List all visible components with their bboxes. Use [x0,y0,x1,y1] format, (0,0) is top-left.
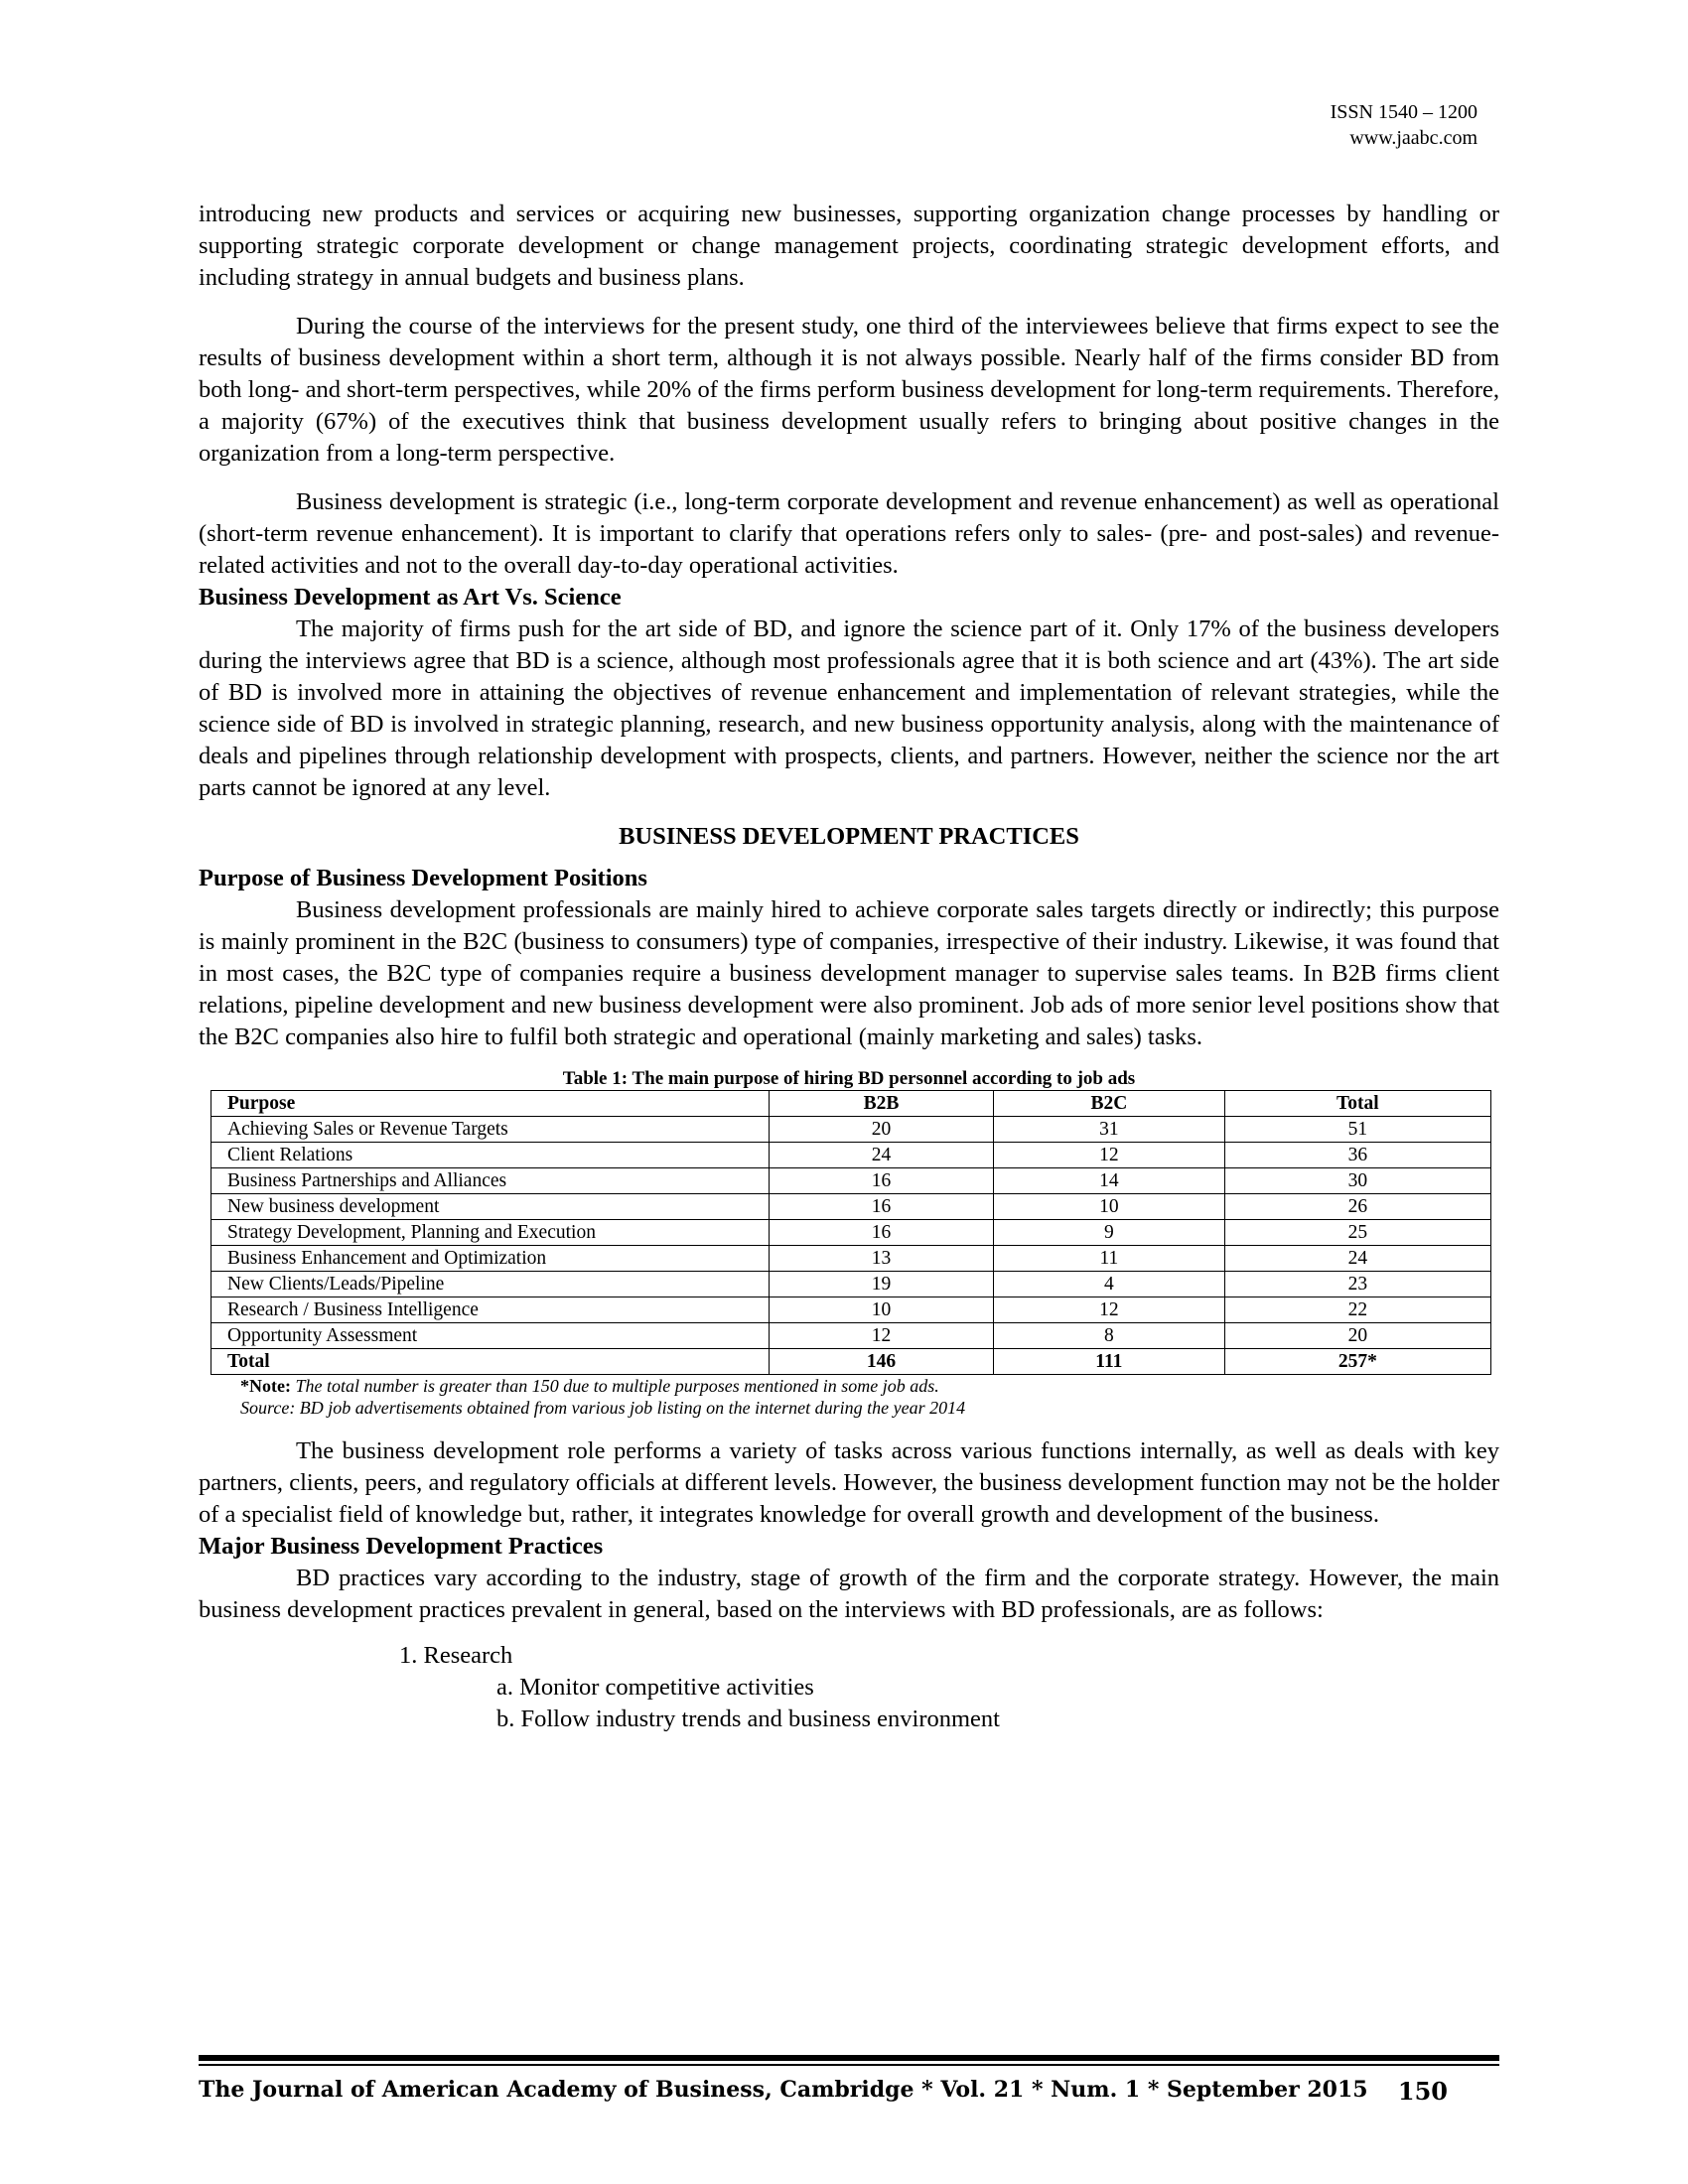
cell-purpose: Client Relations [211,1143,770,1168]
paragraph-continued: introducing new products and services or acquiring new businesses, supporting organization change processes by handling or supporting strategic corporate development or change management projects, coordinating strategic development efforts, and including strategy in annual budgets and business plans. [199,201,1499,291]
header-b2b: B2B [770,1091,994,1117]
cell-b2b: 19 [770,1272,994,1297]
issn-number: ISSN 1540 – 1200 [1330,101,1477,123]
cell-total: 22 [1224,1297,1490,1323]
table-total-row [211,1349,1491,1375]
cell-purpose: New business development [211,1194,770,1220]
table-source: Source: BD job advertisements obtained from various job listing on the internet during the year 2014 [240,1398,966,1418]
cell-total: 26 [1224,1194,1490,1220]
cell-total: 25 [1224,1220,1490,1246]
cell-b2b: 13 [770,1246,994,1272]
header-purpose: Purpose [211,1091,770,1117]
cell-b2c: 31 [994,1117,1225,1143]
list-subitem: a. Monitor competitive activities [496,1674,814,1701]
header-total: Total [1224,1091,1490,1117]
paragraph-purpose: Business development professionals are mainly hired to achieve corporate sales targets directly or indirectly; this purpose is mainly prominent in the B2C (business to consumers) type of companies, irrespective of their industry. Likewise, it was found that in most cases, the B2C type of companies require a business development manager to supervise sales teams. In B2B firms client relations, pipeline development and new business development were also prominent. Job ads of more senior level positions show that the B2C companies also hire to fulfil both strategic and operational (mainly marketing and sales) tasks. [199,896,1499,1050]
cell-total: 23 [1224,1272,1490,1297]
table-row [211,1246,1491,1272]
cell-purpose: Opportunity Assessment [211,1323,770,1349]
cell-b2c: 11 [994,1246,1225,1272]
cell-b2c: 4 [994,1272,1225,1297]
page-footer [199,2077,1499,2106]
cell-total: 36 [1224,1143,1490,1168]
cell-total: 30 [1224,1168,1490,1194]
list-subitem: b. Follow industry trends and business environment [496,1706,1000,1732]
cell-b2b: 16 [770,1220,994,1246]
cell-total: 24 [1224,1246,1490,1272]
table-row [211,1272,1491,1297]
table-row [211,1117,1491,1143]
cell-b2c: 9 [994,1220,1225,1246]
cell-b2c: 8 [994,1323,1225,1349]
cell-b2b: 20 [770,1117,994,1143]
table-row [211,1220,1491,1246]
cell-purpose: New Clients/Leads/Pipeline [211,1272,770,1297]
table-row [211,1143,1491,1168]
footer-rule-thin [199,2064,1499,2066]
cell-b2c: 14 [994,1168,1225,1194]
subheading-purpose: Purpose of Business Development Positions [199,865,647,891]
cell-b2b: 16 [770,1194,994,1220]
paragraph-practices: BD practices vary according to the industry, stage of growth of the firm and the corporate strategy. However, the main business development practices prevalent in general, based on the interviews with BD professionals, are as follows: [199,1565,1499,1623]
total-b2b: 146 [770,1349,994,1375]
table-row [211,1323,1491,1349]
subheading-art-science: Business Development as Art Vs. Science [199,584,622,611]
page-header [1331,99,1477,151]
cell-purpose: Research / Business Intelligence [211,1297,770,1323]
table-caption: Table 1: The main purpose of hiring BD personnel according to job ads [562,1068,1136,1089]
note-text: The total number is greater than 150 due to multiple purposes mentioned in some job ads. [295,1376,939,1396]
cell-total: 51 [1224,1117,1490,1143]
total-all: 257* [1224,1349,1490,1375]
section-heading: BUSINESS DEVELOPMENT PRACTICES [619,823,1079,850]
paragraph-art-science: The majority of firms push for the art side of BD, and ignore the science part of it. Only 17% of the business developers during the interviews agree that BD is a science, although most professionals agree that it is both science and art (43%). The art side of BD is involved more in attaining the objectives of revenue enhancement and implementation of relevant strategies, while the science side of BD is involved in strategic planning, research, and new business opportunity analysis, along with the maintenance of deals and pipelines through relationship development with prospects, clients, and partners. However, neither the science nor the art parts cannot be ignored at any level. [199,615,1499,801]
list-item: 1. Research [399,1642,513,1669]
note-label: *Note: [240,1376,291,1396]
cell-b2b: 12 [770,1323,994,1349]
cell-total: 20 [1224,1323,1490,1349]
page-number: 150 [1397,2077,1448,2106]
paragraph-interviews: During the course of the interviews for the present study, one third of the interviewees believe that firms expect to see the results of business development within a short term, although it is not always possible. Nearly half of the firms consider BD from both long- and short-term perspectives, while 20% of the firms perform business development for long-term requirements. Therefore, a majority (67%) of the executives think that business development usually refers to bringing about positive changes in the organization from a long-term perspective. [199,313,1499,467]
paragraph-role: The business development role performs a variety of tasks across various functions internally, as well as deals with key partners, clients, peers, and regulatory officials at different levels. However, the business development function may not be the holder of a specialist field of knowledge but, rather, it integrates knowledge for overall growth and development of the business. [199,1437,1499,1528]
table-header-row [211,1091,1491,1117]
cell-b2c: 10 [994,1194,1225,1220]
table-row [211,1194,1491,1220]
cell-b2b: 24 [770,1143,994,1168]
cell-purpose: Achieving Sales or Revenue Targets [211,1117,770,1143]
journal-website: www.jaabc.com [1349,127,1477,149]
header-b2c: B2C [994,1091,1225,1117]
article-body [199,199,1499,1735]
table-row [211,1168,1491,1194]
journal-citation: The Journal of American Academy of Business, Cambridge * Vol. 21 * Num. 1 * September 2015 [199,2077,1368,2103]
cell-b2c: 12 [994,1297,1225,1323]
cell-b2b: 16 [770,1168,994,1194]
table-row [211,1297,1491,1323]
cell-purpose: Strategy Development, Planning and Execution [211,1220,770,1246]
cell-purpose: Business Partnerships and Alliances [211,1168,770,1194]
purpose-table [211,1090,1491,1375]
cell-purpose: Business Enhancement and Optimization [211,1246,770,1272]
footer-rule-thick [199,2055,1499,2061]
total-b2c: 111 [994,1349,1225,1375]
table-note [240,1375,1499,1397]
total-label: Total [211,1349,770,1375]
cell-b2b: 10 [770,1297,994,1323]
paragraph-strategic: Business development is strategic (i.e., long-term corporate development and revenue enhancement) as well as operational (short-term revenue enhancement). It is important to clarify that operations refers only to sales- (pre- and post-sales) and revenue-related activities and not to the overall day-to-day operational activities. [199,488,1499,579]
cell-b2c: 12 [994,1143,1225,1168]
subheading-major-practices: Major Business Development Practices [199,1533,604,1560]
